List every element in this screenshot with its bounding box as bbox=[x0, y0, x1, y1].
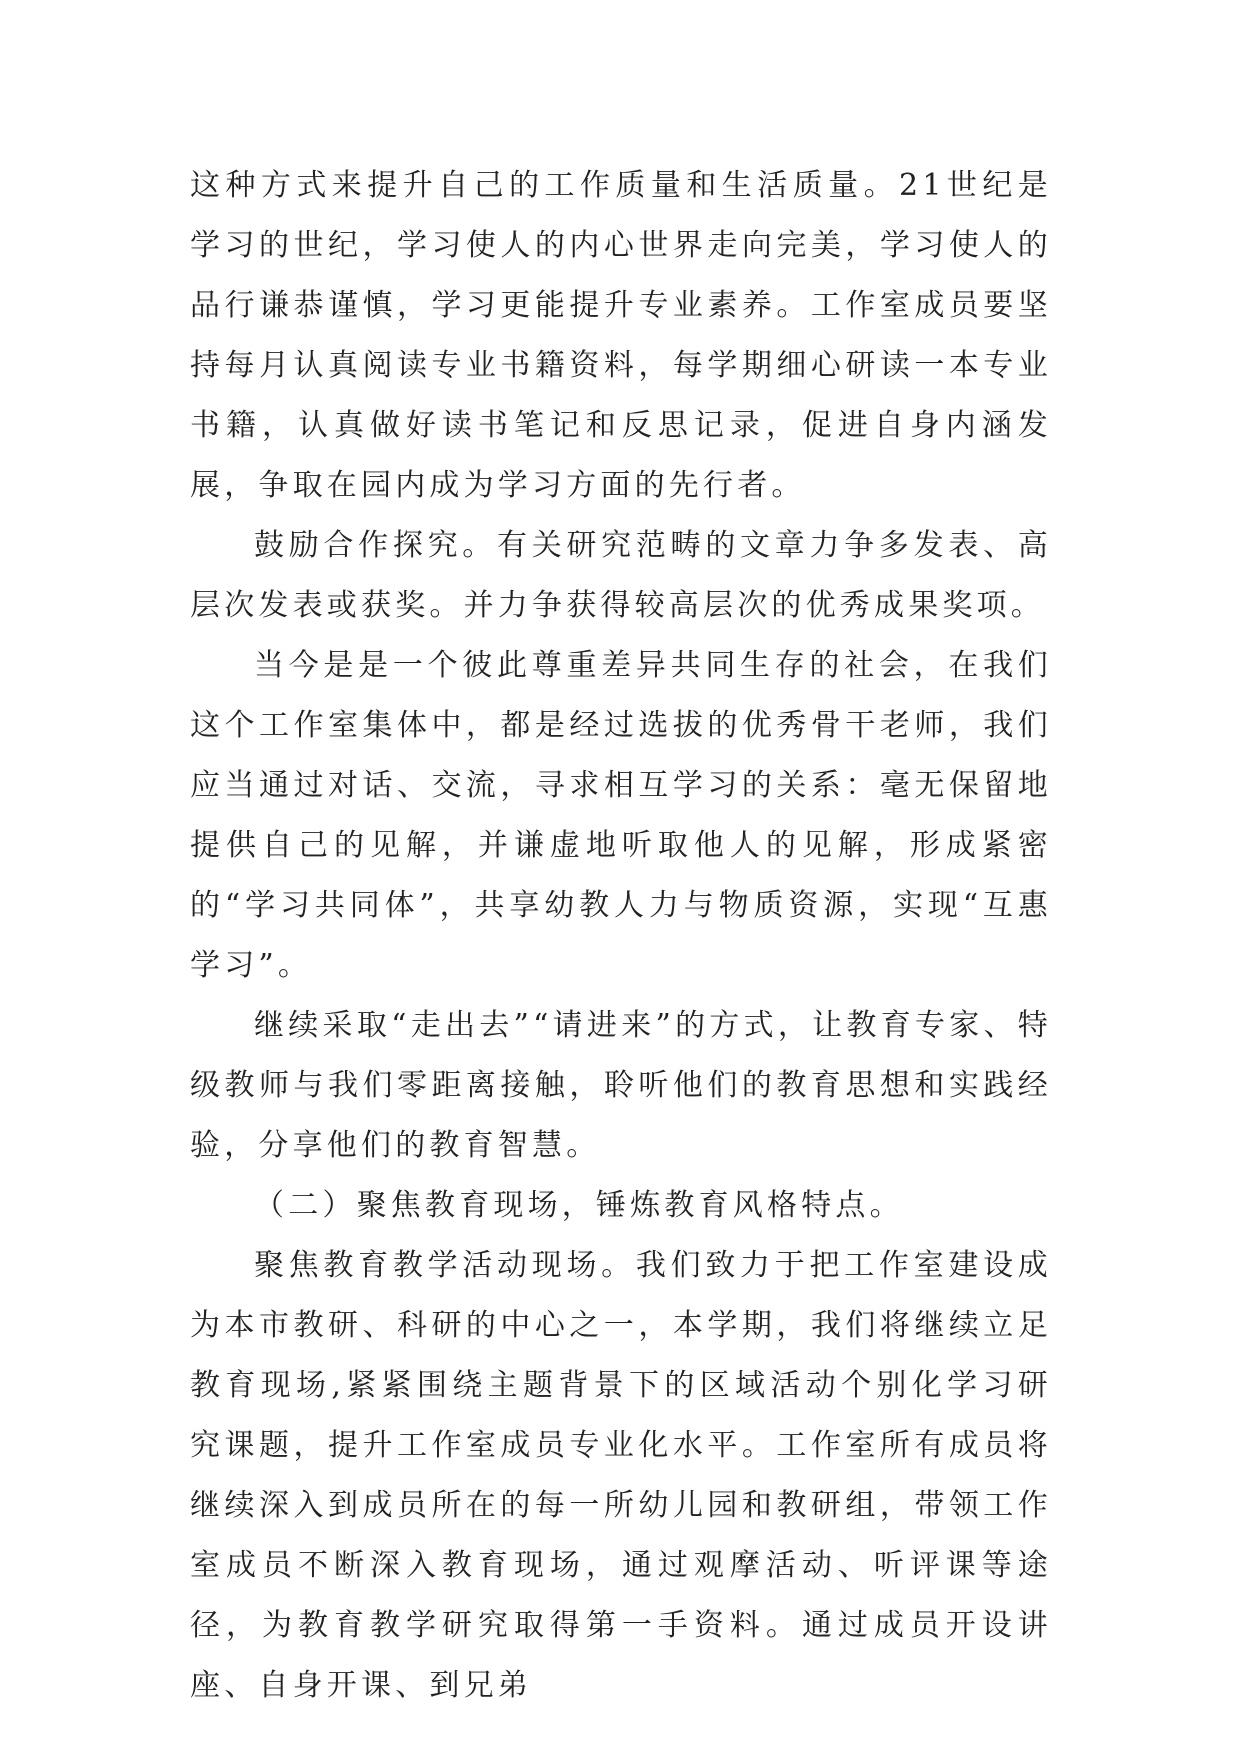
paragraph-cooperation: 鼓励合作探究。有关研究范畴的文章力争多发表、高层次发表或获奖。并力争获得较高层次的优秀成果奖项。 bbox=[190, 528, 1052, 623]
paragraph-learning-community: 当今是是一个彼此尊重差异共同生存的社会，在我们这个工作室集体中，都是经过选拔的优秀骨干老师，我们应当通过对话、交流，寻求相互学习的关系：毫无保留地提供自己的见解，并谦虚地听取他人的见解，形成紧密的“学习共同体”，共享幼教人力与物质资源，实现“互惠学习”。 bbox=[190, 648, 1052, 983]
section-heading: （二）聚焦教育现场，锤炼教育风格特点。 bbox=[254, 1188, 904, 1223]
paragraph-experts: 继续采取“走出去”“请进来”的方式，让教育专家、特级教师与我们零距离接触，聆听他们的教育思想和实践经验，分享他们的教育智慧。 bbox=[190, 1008, 1052, 1163]
document-body bbox=[190, 156, 1052, 1716]
paragraph-continuation: 这种方式来提升自己的工作质量和生活质量。21世纪是学习的世纪，学习使人的内心世界走向完美，学习使人的品行谦恭谨慎，学习更能提升专业素养。工作室成员要坚持每月认真阅读专业书籍资料，每学期细心研读一本专业书籍，认真做好读书笔记和反思记录，促进自身内涵发展，争取在园内成为学习方面的先行者。 bbox=[190, 168, 1052, 503]
paragraph-education-site: 聚焦教育教学活动现场。我们致力于把工作室建设成为本市教研、科研的中心之一，本学期，我们将继续立足教育现场,紧紧围绕主题背景下的区域活动个别化学习研究课题，提升工作室成员专业化水平。工作室所有成员将继续深入到成员所在的每一所幼儿园和教研组，带领工作室成员不断深入教育现场，通过观摩活动、听评课等途径，为教育教学研究取得第一手资料。通过成员开设讲座、自身开课、到兄弟 bbox=[190, 1248, 1052, 1703]
